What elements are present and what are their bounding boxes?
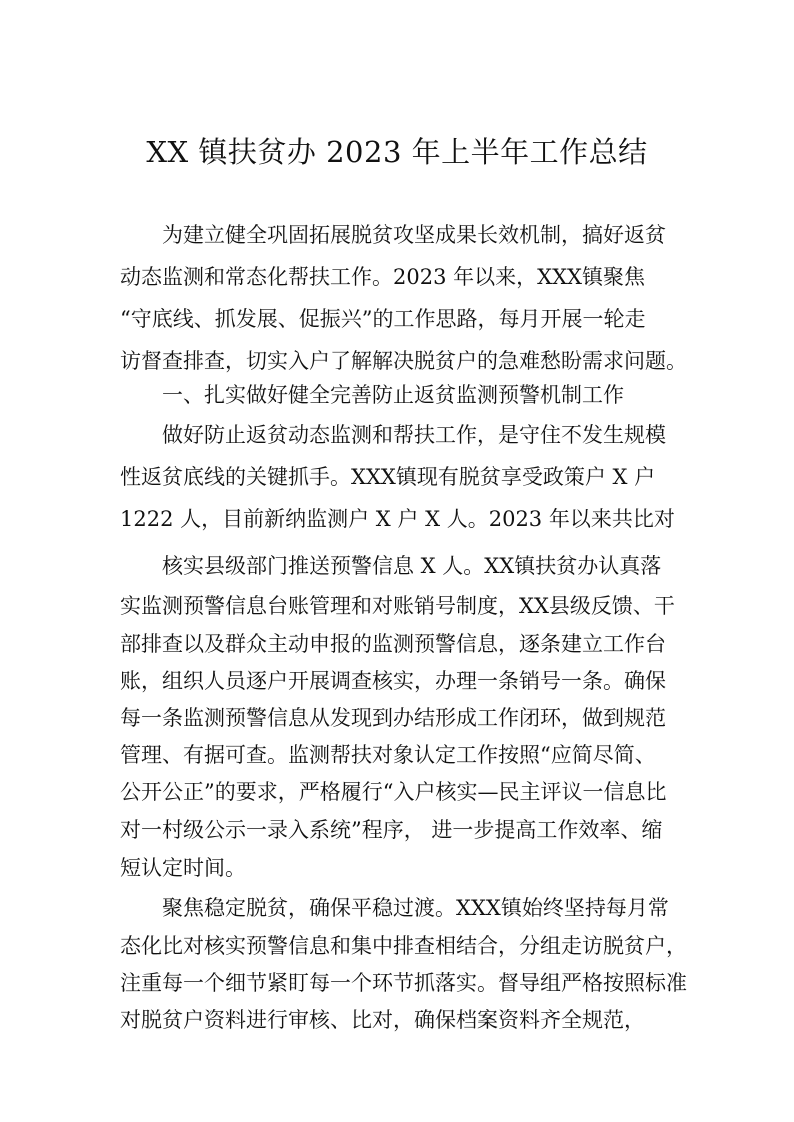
paragraph-line: 性返贫底线的关键抓手。XXX镇现有脱贫享受政策户 X 户: [120, 465, 656, 489]
paragraph-line: 为建立健全巩固拓展脱贫攻坚成果长效机制，搞好返贫: [162, 223, 666, 247]
paragraph-line: 做好防止返贫动态监测和帮扶工作，是守住不发生规模: [162, 423, 666, 447]
paragraph-line: 对脱贫户资料进行审核、比对，确保档案资料齐全规范，: [120, 1008, 645, 1032]
paragraph-line: 注重每一个细节紧盯每一个环节抓落实。督导组严格按照标准: [120, 971, 687, 995]
paragraph-line: 短认定时间。: [120, 856, 246, 880]
paragraph-line: 聚焦稳定脱贫，确保平稳过渡。XXX镇始终坚持每月常: [162, 896, 669, 920]
paragraph-line: 动态监测和常态化帮扶工作。2023 年以来，XXX镇聚焦: [120, 265, 645, 289]
paragraph-line: “守底线、抓发展、促振兴”的工作思路，每月开展一轮走: [120, 307, 646, 331]
paragraph-line: 部排查以及群众主动申报的监测预警信息，逐条建立工作台: [120, 632, 666, 656]
paragraph-line: 实监测预警信息台账管理和对账销号制度，XX县级反馈、干: [120, 594, 675, 618]
paragraph-line: 管理、有据可查。监测帮扶对象认定工作按照“应简尽简、: [120, 743, 656, 767]
paragraph-line: 态化比对核实预警信息和集中排查相结合，分组走访脱贫户，: [120, 934, 687, 958]
paragraph-line: 对一村级公示一录入系统”程序， 进一步提高工作效率、缩: [120, 818, 663, 842]
paragraph-line: 公开公正”的要求，严格履行“入户核实—民主评议一信息比: [120, 780, 667, 804]
paragraph-line: 访督查排查，切实入户了解解决脱贫户的急难愁盼需求问题。: [120, 349, 687, 373]
paragraph-line: 1222 人，目前新纳监测户 X 户 X 人。2023 年以来共比对: [120, 507, 675, 531]
section-heading: 一、扎实做好健全完善防止返贫监测预警机制工作: [162, 383, 624, 407]
paragraph-line: 核实县级部门推送预警信息 X 人。XX镇扶贫办认真落: [162, 554, 662, 578]
document-title: XX 镇扶贫办 2023 年上半年工作总结: [146, 135, 648, 169]
paragraph-line: 账，组织人员逐户开展调查核实，办理一条销号一条。确保: [120, 669, 666, 693]
paragraph-line: 每一条监测预警信息从发现到办结形成工作闭环，做到规范: [120, 706, 666, 730]
